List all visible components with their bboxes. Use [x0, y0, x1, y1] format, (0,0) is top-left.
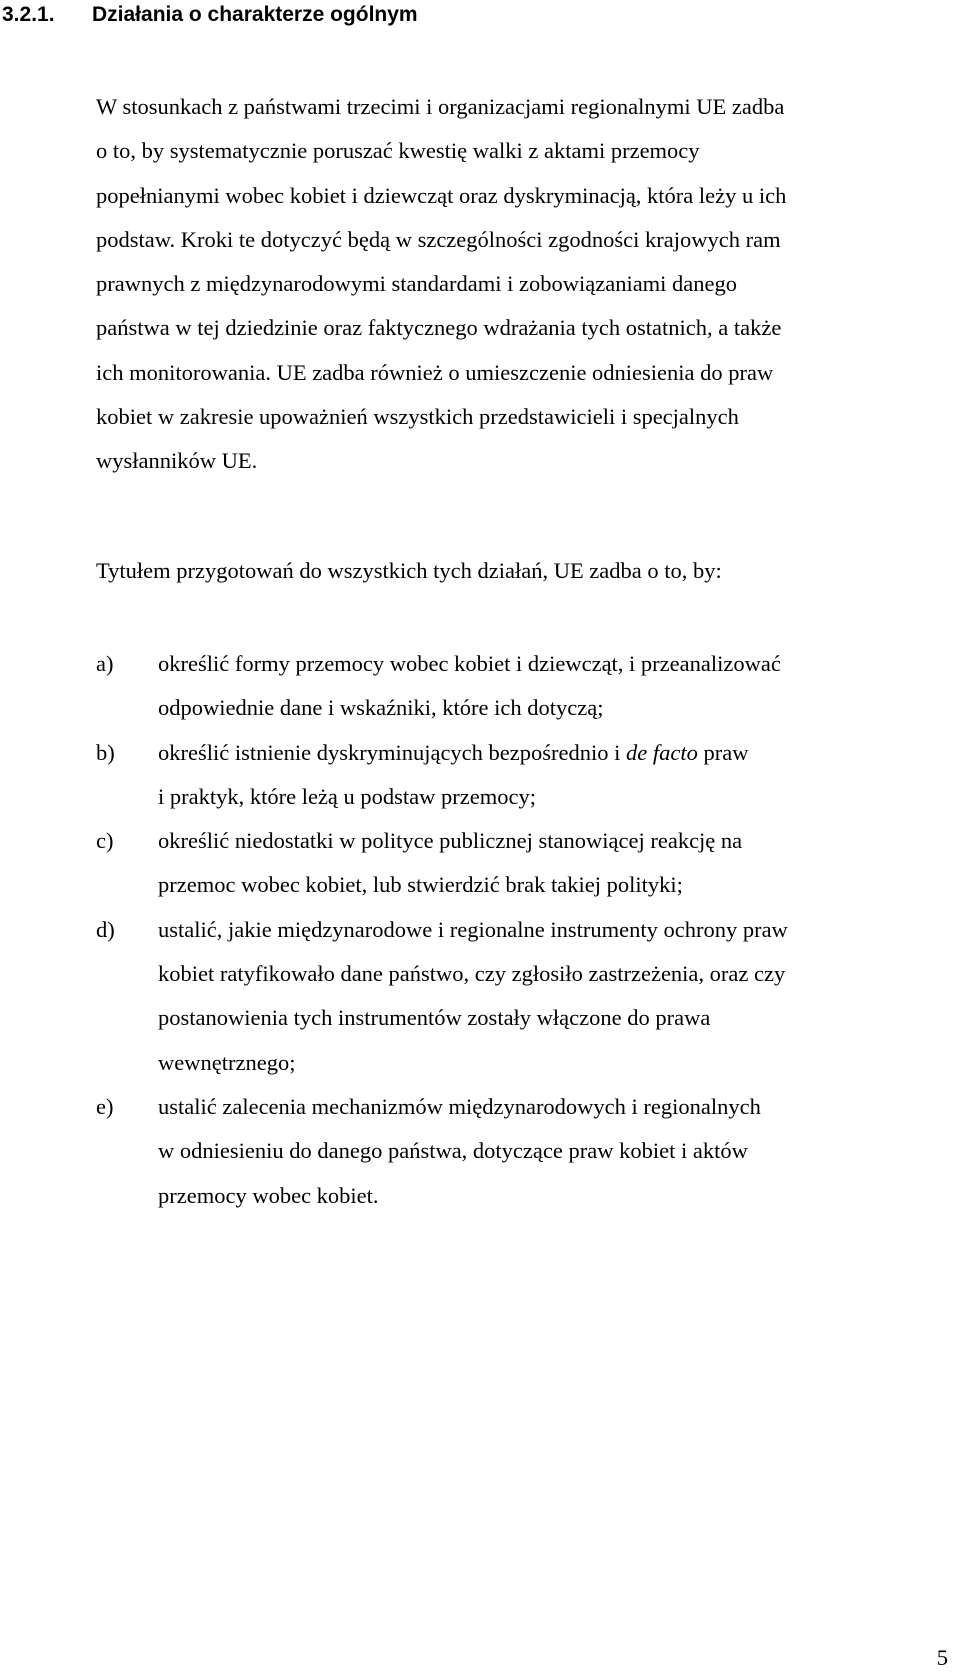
list-item [96, 819, 936, 908]
paragraph-line: państwa w tej dziedzinie oraz faktycznego wdrażania tych ostatnich, a także [96, 315, 782, 341]
list-item-text: praw [697, 739, 749, 765]
list-marker: d) [96, 916, 115, 942]
list-item-line: wewnętrznego; [158, 1049, 296, 1075]
list-item-line: ustalić, jakie międzynarodowe i regionalne instrumenty ochrony praw [158, 916, 788, 942]
list-item-line: określić niedostatki w polityce publicznej stanowiącej reakcję na [158, 828, 743, 854]
paragraph-line: W stosunkach z państwami trzecimi i organizacjami regionalnymi UE zadba [96, 94, 785, 119]
list-item-line: określić formy przemocy wobec kobiet i dziewcząt, i przeanalizować [158, 651, 781, 676]
list-item [96, 731, 936, 820]
list-item [96, 908, 936, 1085]
paragraph-line: ich monitorowania. UE zadba również o umieszczenie odniesienia do praw [96, 359, 774, 385]
list-item-text: określić istnienie dyskryminujących bezpośrednio i [158, 739, 627, 765]
list-item-line: i praktyk, które leżą u podstaw przemocy; [158, 783, 536, 809]
list-item-line: postanowienia tych instrumentów zostały włączone do prawa [158, 1005, 711, 1031]
paragraph-line: wysłanników UE. [96, 448, 258, 474]
list-item [96, 642, 936, 731]
list-intro-paragraph [96, 549, 916, 593]
list-item-line: w odniesieniu do danego państwa, dotyczące praw kobiet i aktów [158, 1138, 748, 1164]
list-item-line: przemocy wobec kobiet. [158, 1182, 379, 1208]
paragraph-line: podstaw. Kroki te dotyczyć będą w szczególności zgodności krajowych ram [96, 226, 781, 252]
paragraph-line: kobiet w zakresie upoważnień wszystkich przedstawicieli i specjalnych [96, 404, 739, 430]
list-item-line: ustalić zalecenia mechanizmów międzynarodowych i regionalnych [158, 1093, 761, 1119]
intro-paragraph [96, 85, 916, 484]
list-item-line: przemoc wobec kobiet, lub stwierdzić brak takiej polityki; [158, 872, 683, 898]
list-item-line [158, 731, 936, 775]
italic-term: de facto [626, 739, 698, 765]
paragraph-line: o to, by systematycznie poruszać kwestię walki z aktami przemocy [96, 138, 700, 164]
page-number: 5 [936, 1645, 948, 1670]
list-item [96, 1085, 936, 1218]
list-marker: b) [96, 739, 115, 765]
list-item-line: odpowiednie dane i wskaźniki, które ich dotyczą; [158, 695, 604, 721]
list-marker: c) [96, 828, 114, 854]
paragraph-line: Tytułem przygotowań do wszystkich tych działań, UE zadba o to, by: [96, 558, 722, 583]
list-item-line: kobiet ratyfikowało dane państwo, czy zgłosiło zastrzeżenia, oraz czy [158, 961, 786, 987]
paragraph-line: popełnianymi wobec kobiet i dziewcząt oraz dyskryminacją, która leży u ich [96, 182, 787, 208]
action-list [96, 642, 936, 1218]
list-marker: e) [96, 1093, 114, 1119]
list-marker: a) [96, 651, 114, 676]
section-title: Działania o charakterze ogólnym [92, 3, 418, 26]
paragraph-line: prawnych z międzynarodowymi standardami i zobowiązaniami danego [96, 271, 738, 297]
section-heading [2, 0, 418, 30]
section-number: 3.2.1. [2, 3, 55, 26]
